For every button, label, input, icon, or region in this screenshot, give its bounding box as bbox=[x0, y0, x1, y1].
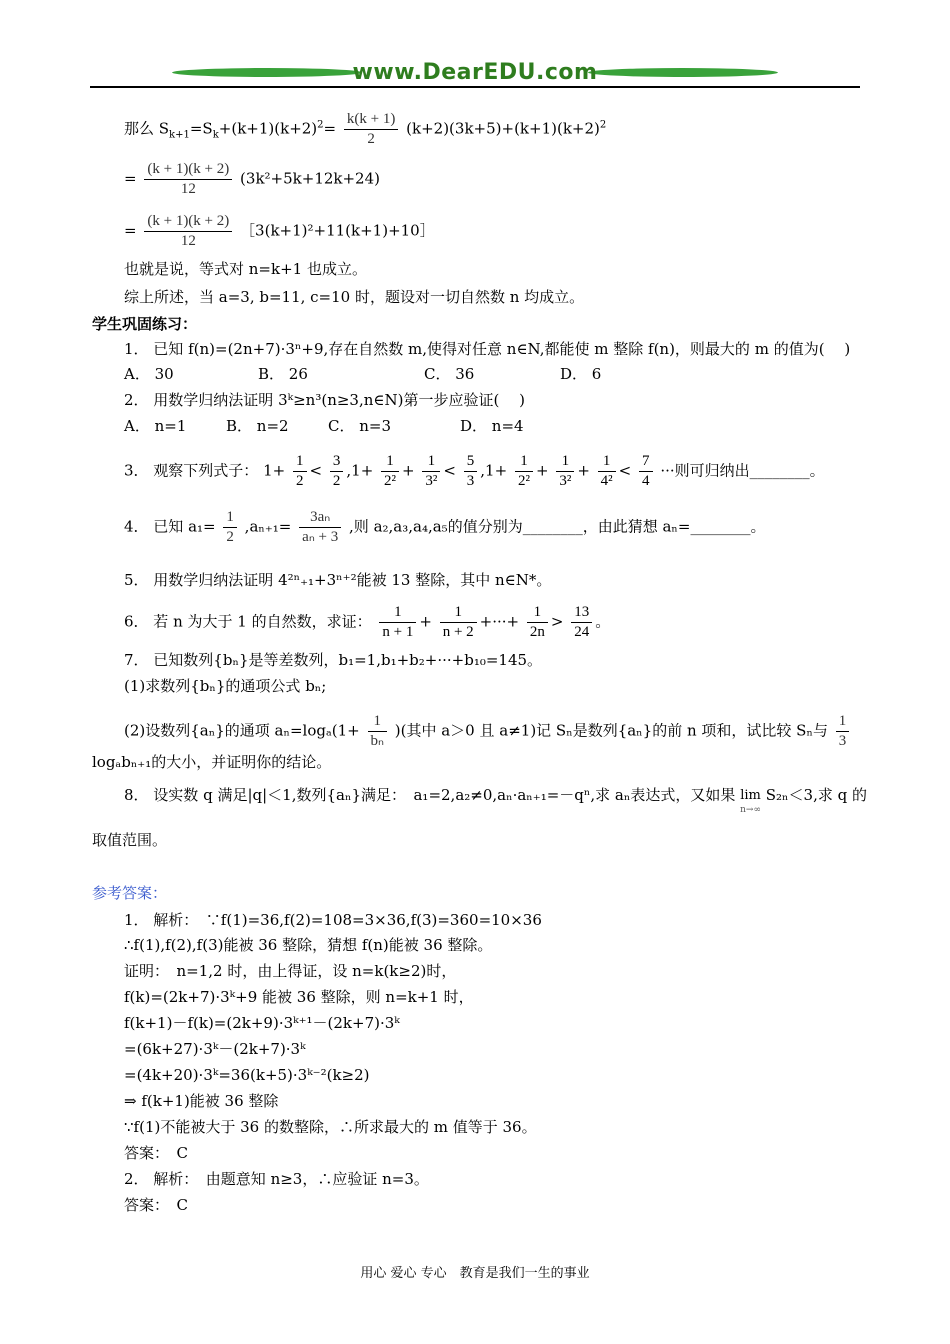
q1-option-b[interactable]: B． 26 bbox=[258, 365, 308, 383]
fraction: $\frac{(k + 1)(k + 2)}{12}$ bbox=[144, 160, 232, 199]
answer-line: =(6k+27)·3ᵏ－(2k+7)·3ᵏ bbox=[124, 1040, 306, 1058]
fraction: $\frac{1}{\text{2²}}$ bbox=[515, 452, 533, 491]
q1-option-c[interactable]: C． 36 bbox=[424, 365, 475, 383]
fraction: $\frac{1}{2n}$ bbox=[527, 603, 548, 642]
fraction: $\frac{13}{24}$ bbox=[571, 603, 592, 642]
fraction: $\frac{1}{2}$ bbox=[293, 452, 307, 491]
q1-option-d[interactable]: D． 6 bbox=[560, 365, 602, 383]
fraction: $\frac{5}{3}$ bbox=[464, 452, 478, 491]
fraction: $\frac{1}{n + 2}$ bbox=[440, 603, 477, 642]
fraction: $\frac{7}{4}$ bbox=[639, 452, 653, 491]
fraction: $\frac{\text{3aₙ}}{\text{aₙ + 3}}$ bbox=[299, 508, 341, 547]
page-footer: 用心 爱心 专心 教育是我们一生的事业 bbox=[360, 1266, 590, 1281]
q2-text: 2． 用数学归纳法证明 3ᵏ≥n³(n≥3,n∈N)第一步应验证( ) bbox=[124, 391, 525, 409]
q1-option-a[interactable]: A． 30 bbox=[124, 365, 174, 383]
proof-line-2: = $\frac{(k + 1)(k + 2)}{12}$ (3k²+5k+12k+24) bbox=[124, 161, 380, 197]
q7-part2-cont: logₐbₙ₊₁的大小，并证明你的结论。 bbox=[92, 753, 332, 771]
proof-line-1: 那么 $S_{k+1}=S_k+(k+1)(k+2)^2=$ $\frac{k(k + 1)}{2}$ $(k+2)(3k+5)+(k+1)(k+2)^2$ bbox=[124, 111, 607, 147]
q7-part2: (2)设数列{aₙ}的通项 aₙ=logₐ(1+ $\frac{1}{\text{bₙ}}$ )(其中 a＞0 且 a≠1)记 Sₙ是数列{aₙ}的前 n 项和，试比较 Sₙ与 $\frac{1}{3}$ bbox=[124, 712, 852, 751]
answer-line: 2． 解析： 由题意知 n≥3，∴应验证 n=3。 bbox=[124, 1170, 429, 1188]
q2-option-a[interactable]: A． n=1 bbox=[124, 417, 187, 435]
answer-line: 证明： n=1,2 时，由上得证，设 n=k(k≥2)时， bbox=[124, 962, 457, 980]
q6-text: 6． 若 n 为大于 1 的自然数，求证： $\frac{1}{n + 1}$ + $\frac{1}{n + 2}$ +···+ $\frac{1}{2n}$ > $\frac{13}{24}$ 。 bbox=[124, 604, 611, 640]
answer-line: 1． 解析： ∵f(1)=36,f(2)=108=3×36,f(3)=360=10×36 bbox=[124, 911, 542, 929]
answer-line: 答案： C bbox=[124, 1196, 188, 1214]
q2-option-d[interactable]: D． n=4 bbox=[460, 417, 524, 435]
q1-text: 1． 已知 f(n)=(2n+7)·3ⁿ+9,存在自然数 m,使得对任意 n∈N,都能使 m 整除 f(n)，则最大的 m 的值为( ) bbox=[124, 340, 851, 358]
answer-line: ⇒ f(k+1)能被 36 整除 bbox=[124, 1092, 279, 1110]
answer-line: f(k)=(2k+7)·3ᵏ+9 能被 36 整除，则 n=k+1 时， bbox=[124, 988, 474, 1006]
site-logo[interactable]: www.DearEDU.com bbox=[352, 60, 598, 85]
fraction: $\frac{(k + 1)(k + 2)}{12}$ bbox=[144, 212, 232, 251]
answers-title: 参考答案： bbox=[92, 884, 168, 902]
fraction: $\frac{1}{\text{bₙ}}$ bbox=[368, 712, 387, 751]
fraction: $\frac{1}{\text{2²}}$ bbox=[381, 452, 399, 491]
q2-option-b[interactable]: B． n=2 bbox=[226, 417, 289, 435]
fraction: $\frac{3}{2}$ bbox=[330, 452, 344, 491]
fraction: $\frac{1}{\text{3²}}$ bbox=[422, 452, 440, 491]
answer-line: 答案： C bbox=[124, 1144, 188, 1162]
q7-text: 7． 已知数列{bₙ}是等差数列，b₁=1,b₁+b₂+···+b₁₀=145。 bbox=[124, 651, 543, 669]
fraction: $\frac{1}{\text{3²}}$ bbox=[556, 452, 574, 491]
page-header bbox=[90, 58, 860, 90]
q2-option-c[interactable]: C． n=3 bbox=[328, 417, 392, 435]
limit-symbol: lim n→∞ bbox=[740, 788, 761, 815]
answer-line: ∵f(1)不能被大于 36 的数整除，∴所求最大的 m 值等于 36。 bbox=[124, 1118, 537, 1136]
header-rule bbox=[90, 86, 860, 88]
q7-part1: (1)求数列{bₙ}的通项公式 bₙ; bbox=[124, 677, 327, 695]
fraction: $\frac{1}{2}$ bbox=[223, 508, 237, 547]
exercises-title: 学生巩固练习： bbox=[92, 315, 198, 333]
answer-line: =(4k+20)·3ᵏ=36(k+5)·3ᵏ⁻²(k≥2) bbox=[124, 1066, 370, 1084]
q5-text: 5． 用数学归纳法证明 4²ⁿ₊₁+3ⁿ⁺²能被 13 整除，其中 n∈N*。 bbox=[124, 571, 552, 589]
answer-line: ∴f(1),f(2),f(3)能被 36 整除，猜想 f(n)能被 36 整除。 bbox=[124, 936, 493, 954]
q8-text-cont: 取值范围。 bbox=[92, 831, 168, 849]
q8-text: 8． 设实数 q 满足|q|＜1,数列{aₙ}满足： a₁=2,a₂≠0,aₙ·aₙ₊₁=－qⁿ,求 aₙ表达式，又如果 lim n→∞ S₂ₙ＜3,求 q 的 bbox=[124, 786, 867, 815]
fraction: $\frac{1}{3}$ bbox=[836, 712, 850, 751]
answer-line: f(k+1)－f(k)=(2k+9)·3ᵏ⁺¹－(2k+7)·3ᵏ bbox=[124, 1014, 400, 1032]
q4-text: 4． 已知 a₁= $\frac{1}{2}$ ,aₙ₊₁= $\frac{\text{3aₙ}}{\text{aₙ + 3}}$ ,则 a₂,a₃,a₄,a₅的值分别为________，由此猜想 aₙ=________。 bbox=[124, 509, 766, 545]
proof-line-4: 也就是说，等式对 n=k+1 也成立。 bbox=[124, 260, 367, 278]
fraction: $\frac{1}{\text{4²}}$ bbox=[598, 452, 616, 491]
proof-line-5: 综上所述，当 a=3, b=11, c=10 时，题设对一切自然数 n 均成立。 bbox=[124, 288, 585, 306]
proof-line-3: = $\frac{(k + 1)(k + 2)}{12}$ ［3(k+1)²+11(k+1)+10］ bbox=[124, 213, 435, 249]
q3-text: 3． 观察下列式子： 1+ $\frac{1}{2}$ < $\frac{3}{2}$ ,1+ $\frac{1}{\text{2²}}$ + $\frac{1}{\text{3²}}$ < $\frac{5}{3}$ ,1+ $\frac{1}{\text{2²}}$ + $\frac{1}{\text{3²}}$ + $\frac{1}{\text{4²}}$ < $\frac{7}{4}$ ···则可归纳出________。 bbox=[124, 453, 825, 489]
fraction: $\frac{k(k + 1)}{2}$ bbox=[344, 110, 398, 149]
fraction: $\frac{1}{n + 1}$ bbox=[379, 603, 416, 642]
